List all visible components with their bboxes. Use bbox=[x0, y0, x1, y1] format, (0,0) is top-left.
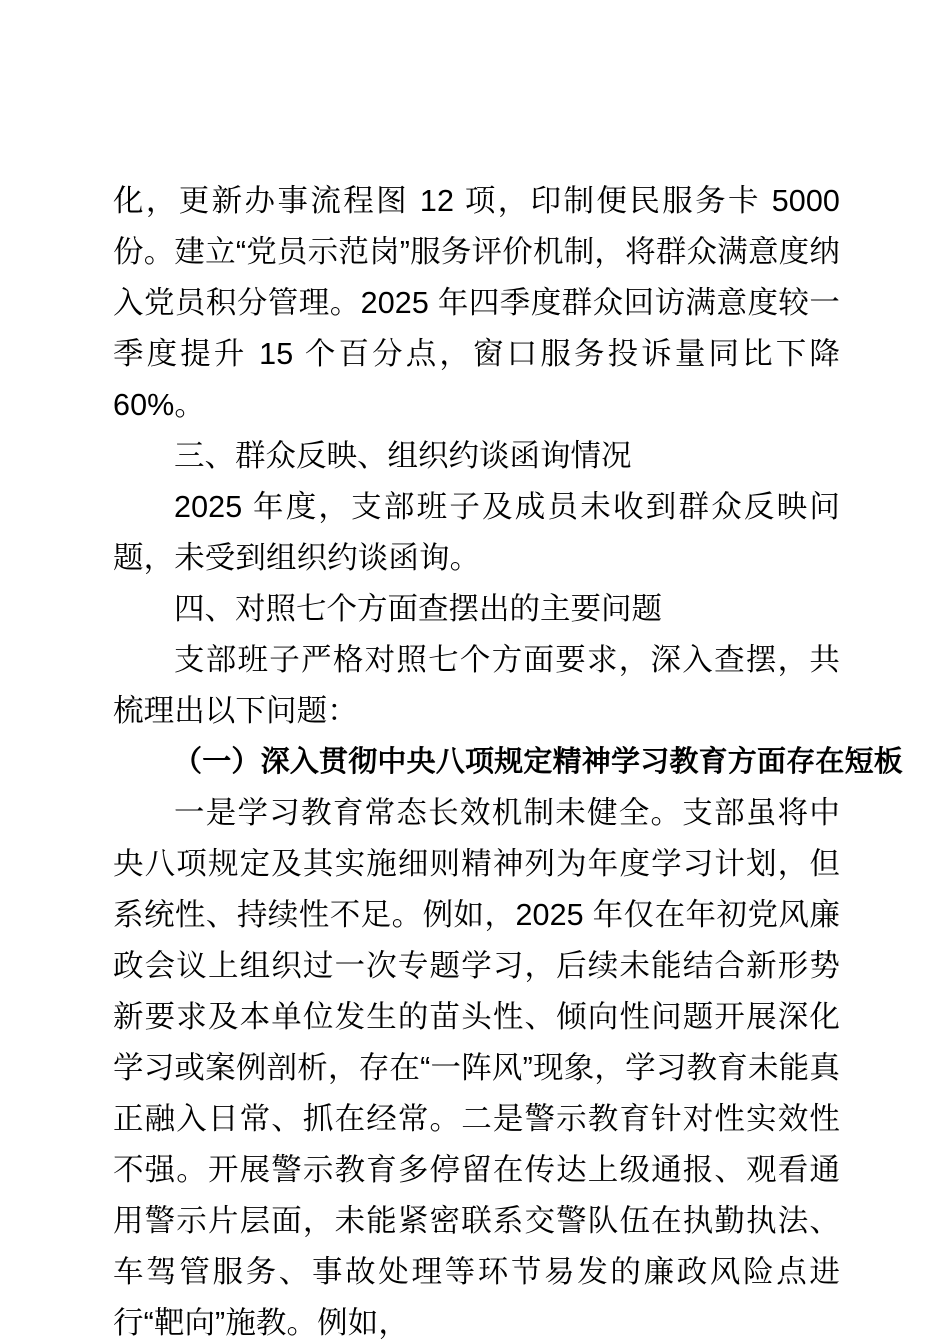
subheading-item-one: （一）深入贯彻中央八项规定精神学习教育方面存在短板 bbox=[173, 746, 904, 778]
paragraph-service-optimization: 化，更新办事流程图 12 项，印制便民服务卡 5000 份。建立“党员示范岗”服务评价机制，将群众满意度纳入党员积分管理。2025 年四季度群众回访满意度较一季度提升 15 个百分点，窗口服务投诉量同比下降 60%。 bbox=[113, 184, 840, 422]
document-text-column bbox=[113, 176, 904, 1344]
paragraph-item-one-body: 一是学习教育常态长效机制未健全。支部虽将中央八项规定及其实施细则精神列为年度学习计划，但系统性、持续性不足。例如，2025 年仅在年初党风廉政会议上组织过一次专题学习，后续未能结合新形势新要求及本单位发生的苗头性、倾向性问题开展深化学习或案例剖析，存在“一阵风”现象，学习教育未能真正融入日常、抓在经常。二是警示教育针对性实效性不强。开展警示教育多停留在传达上级通报、观看通用警示片层面，未能紧密联系交警队伍在执勤执法、车驾管服务、事故处理等环节易发的廉政风险点进行“靶向”施教。例如， bbox=[113, 796, 840, 1340]
heading-section-three: 三、群众反映、组织约谈函询情况 bbox=[174, 439, 632, 473]
paragraph-seven-aspects-intro: 支部班子严格对照七个方面要求，深入查摆，共梳理出以下问题： bbox=[113, 643, 840, 728]
heading-section-four: 四、对照七个方面查摆出的主要问题 bbox=[174, 592, 662, 626]
paragraph-no-feedback: 2025 年度，支部班子及成员未收到群众反映问题，未受到组织约谈函询。 bbox=[113, 490, 840, 575]
